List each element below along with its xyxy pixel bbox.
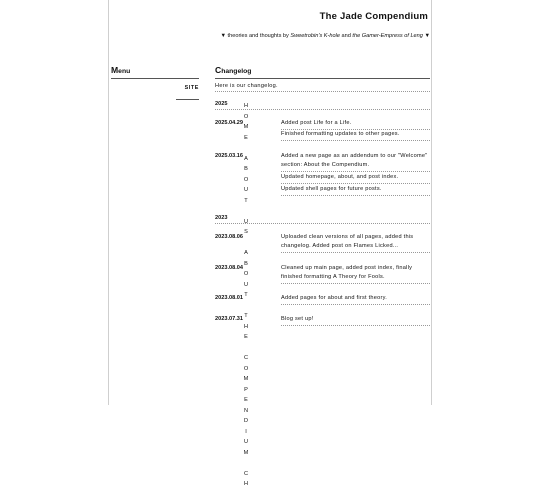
- changelog-entry: Updated shell pages for future posts.: [281, 185, 430, 196]
- tagline-prefix: ▼ theories and thoughts by: [220, 33, 291, 39]
- entry-date: 2025.03.16: [215, 153, 243, 159]
- entry-date: 2023.07.31: [215, 316, 243, 322]
- changelog-entry: Added pages for about and first theory.: [281, 294, 430, 305]
- vertical-nav: [243, 101, 249, 490]
- menu-section-site: SITE: [176, 85, 199, 100]
- menu-heading: [111, 65, 199, 79]
- changelog-entry: Added post Life for a Life.: [281, 119, 430, 130]
- page-title-rest: hangelog: [221, 68, 252, 75]
- author-link-2[interactable]: the Gamer-Empress of Leng: [352, 33, 423, 39]
- changelog-entry: Finished formatting updates to other pages.: [281, 130, 430, 141]
- changelog-entry: Blog set up!: [281, 315, 430, 326]
- menu-heading-cap: M: [111, 65, 119, 75]
- page-title: [215, 65, 430, 79]
- tagline-and: and: [339, 33, 353, 39]
- changelog-entry: Updated homepage, about, and post index.: [281, 173, 430, 184]
- entry-date: 2023.08.04: [215, 265, 243, 271]
- tagline-suffix: ▼: [422, 33, 430, 39]
- nav-gap: [243, 143, 249, 154]
- year-heading: 2023: [215, 215, 430, 224]
- changelog-intro: Here is our changelog.: [215, 83, 430, 92]
- site-tagline: [220, 33, 430, 39]
- nav-link-about-us[interactable]: A B O U T U S: [243, 155, 249, 235]
- changelog-entry: Uploaded clean versions of all pages, added this changelog. Added post on Flames Licked...: [281, 233, 430, 253]
- year-heading: 2025: [215, 101, 430, 110]
- entry-date: 2023.08.06: [215, 234, 243, 240]
- site-title[interactable]: The Jade Compendium: [319, 11, 428, 22]
- nav-link-home[interactable]: H O M E: [243, 103, 249, 141]
- content-frame: [108, 0, 432, 405]
- nav-link-about-the-compendium[interactable]: A B O U T T H E C O M P E N D I U M: [243, 250, 249, 456]
- changelog-entry: Added a new page as an addendum to our "Welcome" section: About the Compendium.: [281, 152, 430, 172]
- nav-gap: [243, 238, 249, 249]
- menu-heading-rest: enu: [118, 68, 131, 75]
- page-title-cap: C: [215, 65, 222, 75]
- entry-date: 2025.04.29: [215, 120, 243, 126]
- nav-link-changelog[interactable]: C H: [243, 470, 249, 487]
- author-link-1[interactable]: Sweetrobin's K-hole: [290, 33, 340, 39]
- nav-gap: [243, 458, 249, 469]
- changelog-entry: Cleaned up main page, added post index, finally finished formatting A Theory for Fools.: [281, 264, 430, 284]
- entry-date: 2023.08.01: [215, 295, 243, 301]
